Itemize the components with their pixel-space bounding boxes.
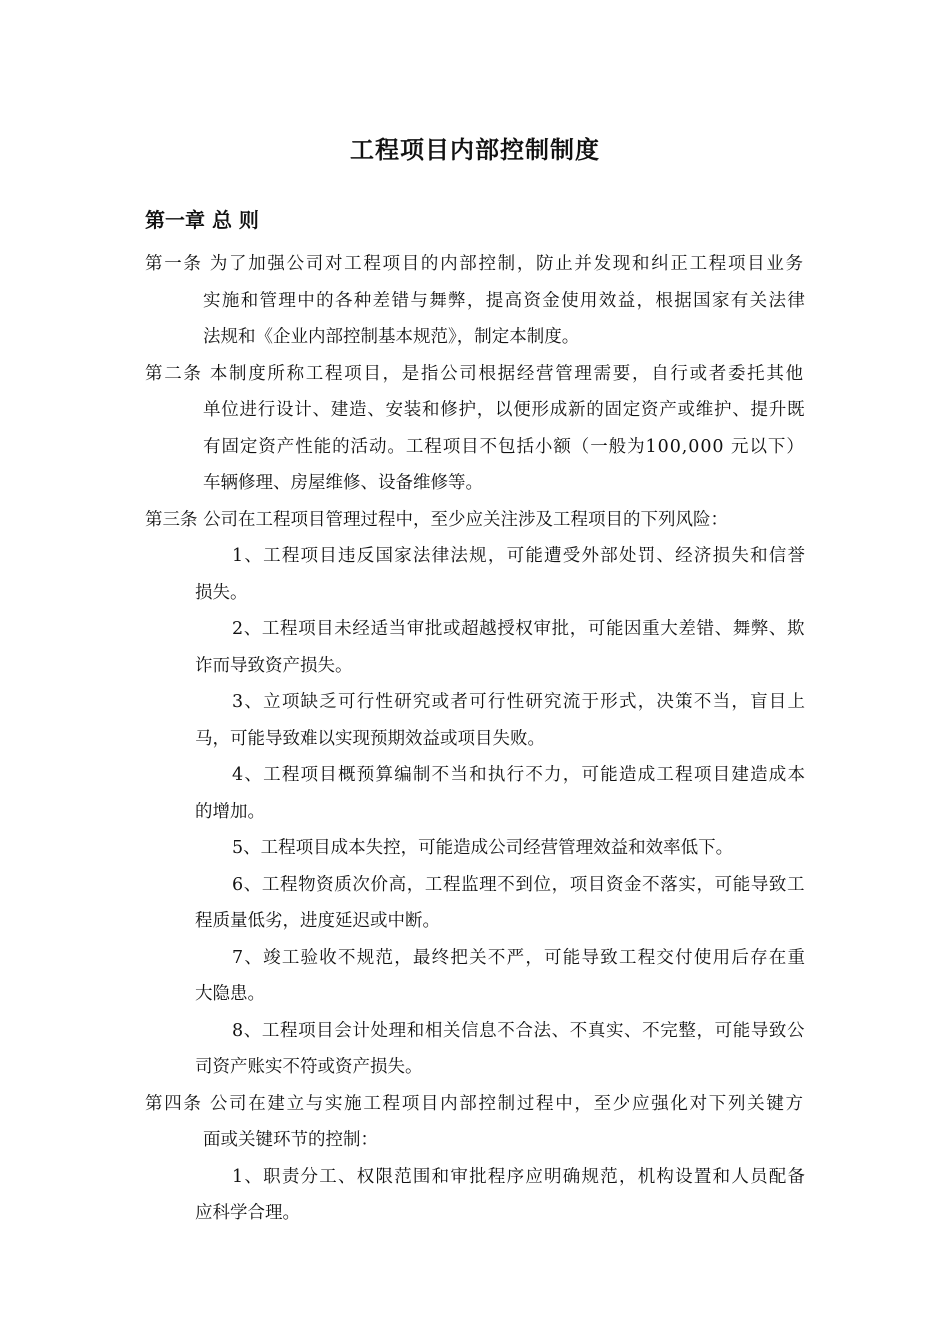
- risk-7-line-2: 大隐患。: [195, 984, 265, 1004]
- risk-1-line-2: 损失。: [195, 583, 248, 603]
- risk-6-line-2: 程质量低劣，进度延迟或中断。: [195, 911, 440, 931]
- risk-6-line-1: 6、工程物资质次价高，工程监理不到位，项目资金不落实，可能导致工: [232, 875, 806, 895]
- control-1-line-2: 应科学合理。: [195, 1203, 300, 1223]
- article-3-line-1: 第三条 公司在工程项目管理过程中，至少应关注涉及工程项目的下列风险：: [145, 510, 729, 530]
- risk-7-line-1: 7、竣工验收不规范，最终把关不严，可能导致工程交付使用后存在重: [232, 948, 807, 968]
- article-1-line-3: 法规和《企业内部控制基本规范》，制定本制度。: [203, 327, 580, 347]
- article-2-line-1: 第二条 本制度所称工程项目，是指公司根据经营管理需要，自行或者委托其他: [145, 364, 805, 384]
- risk-2-line-2: 诈而导致资产损失。: [195, 656, 353, 676]
- article-4-line-1: 第四条 公司在建立与实施工程项目内部控制过程中，至少应强化对下列关键方: [145, 1094, 805, 1114]
- control-1-line-1: 1、职责分工、权限范围和审批程序应明确规范，机构设置和人员配备: [232, 1167, 807, 1187]
- article-2-line-2: 单位进行设计、建造、安装和修护，以便形成新的固定资产或维护、提升既: [203, 400, 806, 420]
- article-2-line-4: 车辆修理、房屋维修、设备维修等。: [203, 473, 483, 493]
- risk-1-line-1: 1、工程项目违反国家法律法规，可能遭受外部处罚、经济损失和信誉: [232, 546, 807, 566]
- risk-8-line-2: 司资产账实不符或资产损失。: [195, 1057, 423, 1077]
- article-4-line-2: 面或关键环节的控制：: [203, 1130, 378, 1150]
- article-1-line-1: 第一条 为了加强公司对工程项目的内部控制，防止并发现和纠正工程项目业务: [145, 254, 805, 274]
- risk-3-line-1: 3、立项缺乏可行性研究或者可行性研究流于形式，决策不当，盲目上: [232, 692, 807, 712]
- risk-4-line-2: 的增加。: [195, 802, 265, 822]
- article-2-line-3: 有固定资产性能的活动。工程项目不包括小额（一般为100,000 元以下）: [203, 437, 805, 457]
- chapter-heading: 第一章 总 则: [145, 208, 259, 232]
- risk-3-line-2: 马，可能导致难以实现预期效益或项目失败。: [195, 729, 545, 749]
- document-title: 工程项目内部控制制度: [350, 136, 600, 164]
- article-1-line-2: 实施和管理中的各种差错与舞弊，提高资金使用效益，根据国家有关法律: [203, 291, 807, 311]
- risk-5-line-1: 5、工程项目成本失控，可能造成公司经营管理效益和效率低下。: [232, 838, 734, 858]
- risk-8-line-1: 8、工程项目会计处理和相关信息不合法、不真实、不完整，可能导致公: [232, 1021, 806, 1041]
- risk-4-line-1: 4、工程项目概预算编制不当和执行不力，可能造成工程项目建造成本: [232, 765, 807, 785]
- risk-2-line-1: 2、工程项目未经适当审批或超越授权审批，可能因重大差错、舞弊、欺: [232, 619, 806, 639]
